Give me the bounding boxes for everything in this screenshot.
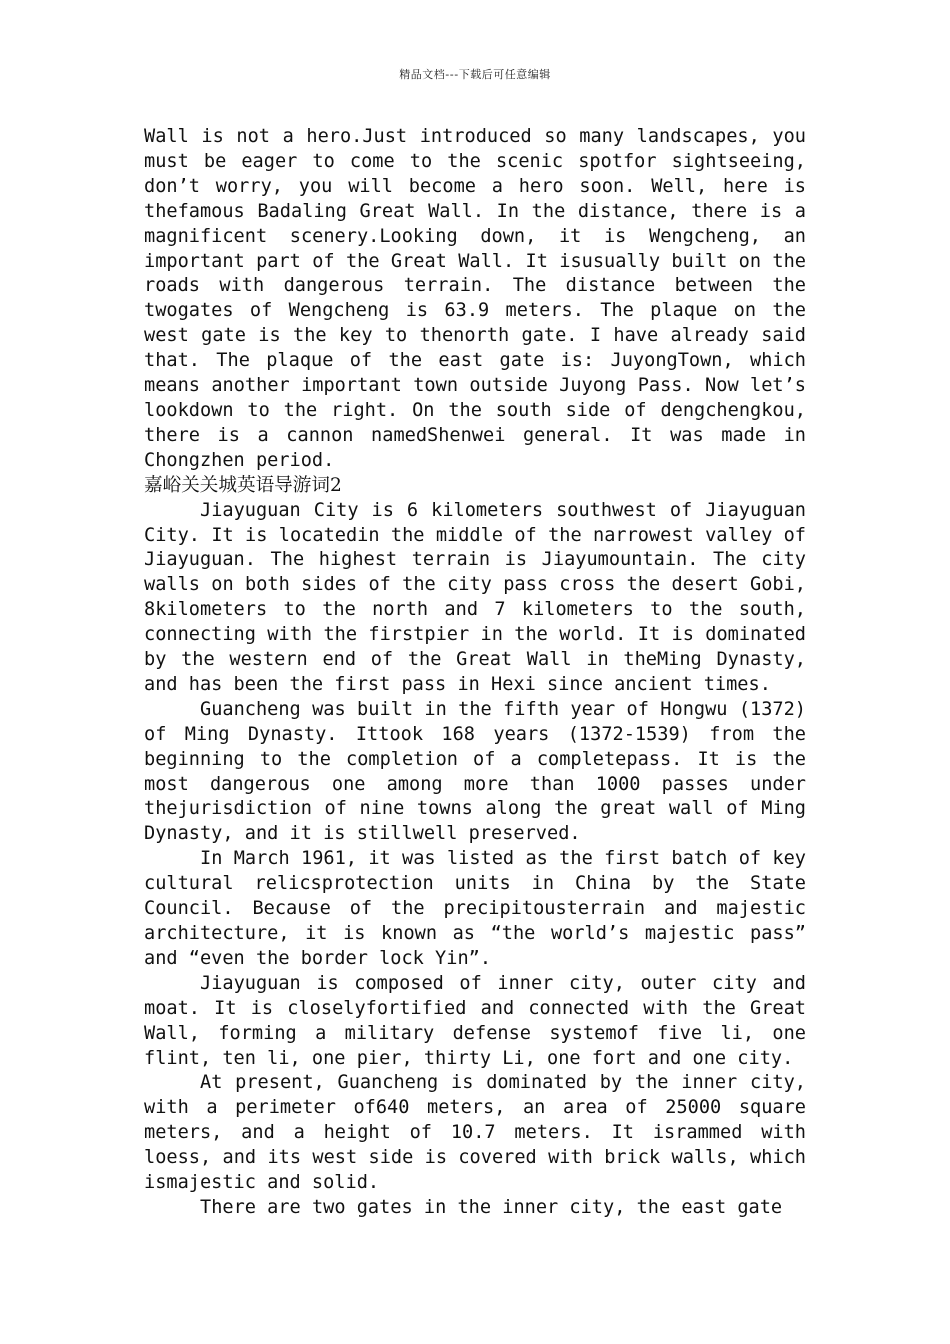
document-body [144,125,806,1221]
section-heading: 嘉峪关关城英语导游词2 [144,474,342,496]
paragraph-gates: There are two gates in the inner city, the east gate [200,1196,783,1218]
page-header: 精品文档---下载后可任意编辑 [399,68,551,81]
paragraph-cultural-relics: In March 1961, it was listed as the first batch of key cultural relicsprotection units in China by the State Council. Because of the precipitousterrain and majestic architecture, it is known as “the world’s majestic pass” and “even the border lock Yin”. [144,848,806,969]
paragraph-composition: Jiayuguan is composed of inner city, outer city and moat. It is closelyfortified and connected with the Great Wall, forming a military defense systemof five li, one flint, ten li, one pier, thirty Li, one fort and one city. [144,972,806,1069]
paragraph-jiayuguan-location: Jiayuguan City is 6 kilometers southwest of Jiayuguan City. It is locatedin the middle of the narrowest valley of Jiayuguan. The highest terrain is Jiayumountain. The city walls on both sides of the city pass cross the desert Gobi, 8kilometers to the north and 7 kilometers to the south, connecting with the firstpier in the world. It is dominated by the western end of the Great Wall in theMing Dynasty, and has been the first pass in Hexi since ancient times. [144,499,806,695]
paragraph-guancheng-history: Guancheng was built in the fifth year of Hongwu (1372) of Ming Dynasty. Ittook 168 years (1372-1539) from the beginning to the completion of a completepass. It is the most dangerous one among more than 1000 passes under thejurisdiction of nine towns along the great wall of Ming Dynasty, and it is stillwell preserved. [144,698,806,845]
paragraph-inner-city: At present, Guancheng is dominated by the inner city, with a perimeter of640 meters, an area of 25000 square meters, and a height of 10.7 meters. It isrammed with loess, and its west side is covered with brick walls, which ismajestic and solid. [144,1072,806,1194]
paragraph-badaling: Wall is not a hero.Just introduced so many landscapes, you must be eager to come to the scenic spotfor sightseeing, don’t worry, you will become a hero soon. Well, here is thefamous Badaling Great Wall. In the distance, there is a magnificent scenery.Looking down, it is Wengcheng, an important part of the Great Wall. It isusually built on the roads with dangerous terrain. The distance between the twogates of Wengcheng is 63.9 meters. The plaque on the west gate is the key to thenorth gate. I have already said that. The plaque of the east gate is: JuyongTown, which means another important town outside Juyong Pass. Now let’s lookdown to the right. On the south side of dengchengkou, there is a cannon namedShenwei general. It was made in Chongzhen period. [144,126,806,471]
